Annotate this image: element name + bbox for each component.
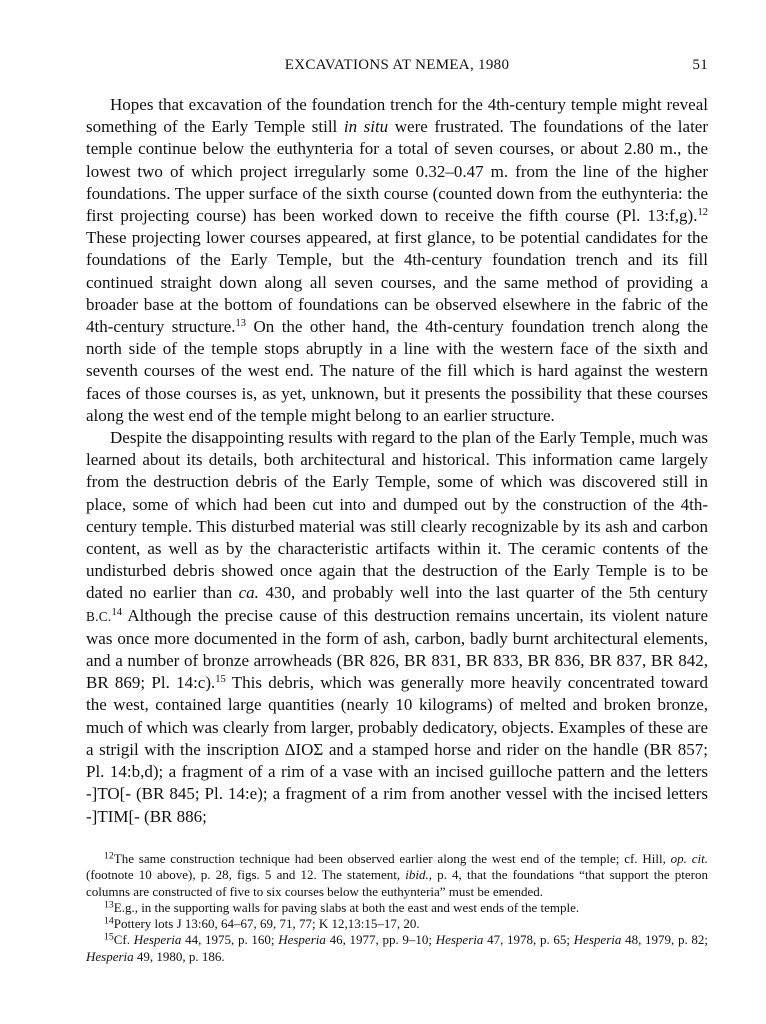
footnotes: [86, 851, 708, 965]
paragraph-2-text: 430, and probably well into the last quarter of the 5th century: [258, 583, 708, 603]
footnote-number: 15: [104, 932, 114, 944]
paragraph-1-text: Hopes that excavation of the foundation trench for the 4th-century temple might reveal something of the Early Temple still: [86, 95, 708, 137]
footnote-text: 49, 1980, p. 186.: [133, 948, 225, 964]
paragraph-2-text: Although the precise cause of this destruction remains uncertain, its violent nature was once more documented in the form of ash, carbon, badly burnt architectural elements, and a number of bronze arrowheads (BR 826, BR 831, BR 833, BR 836, BR 837, BR 842, BR 869; Pl. 14:c).: [86, 605, 708, 693]
footnote-ref-14[interactable]: 14: [111, 606, 123, 618]
footnote-italic: ibid.: [405, 867, 429, 883]
paragraph-1-text: were frustrated. The foundations of the later temple continue below the euthynteria for a total of seven courses, or about 2.80 m., the lowest two of which project irregularly some 0.32–0.47 m. from the line of the higher foundations. The upper surface of the sixth course (counted down from the euthynteria: the first projecting course) has been worked down to receive the fifth course (Pl. 13:f,g).: [86, 117, 708, 226]
paragraph-1-text: On the other hand, the 4th-century foundation trench along the north side of the temple stops abruptly in a line with the western face of the sixth and seventh courses of the west end. The nature of the fill which is hard against the western faces of those courses is, as yet, unknown, but it presents the possibility that these courses along the west end of the temple might belong to an earlier structure.: [86, 317, 708, 425]
footnote-text: 47, 1978, p. 65;: [483, 932, 574, 948]
italic-term: in situ: [343, 117, 389, 137]
footnote-ref-15[interactable]: 15: [215, 674, 226, 686]
footnote-text: 48, 1979, p. 82;: [621, 932, 708, 948]
footnote-14: [86, 916, 708, 932]
footnote-text: Pottery lots J 13:60, 64–67, 69, 71, 77; K 12,13:15–17, 20.: [113, 916, 420, 932]
footnote-text: , p. 4, that the foundations “that support the pteron columns are constructed of five to six courses below the euthynteria” must be emended.: [86, 867, 708, 899]
footnote-ref-12[interactable]: 12: [697, 207, 708, 219]
footnote-italic: Hesperia: [133, 932, 182, 948]
footnote-text: 44, 1975, p. 160;: [181, 932, 279, 948]
footnote-text: 46, 1977, pp. 9–10;: [325, 932, 436, 948]
footnote-text: E.g., in the supporting walls for paving slabs at both the east and west ends of the temple.: [113, 899, 580, 915]
footnote-12: [86, 851, 708, 900]
page-number: 51: [692, 57, 708, 73]
footnote-italic: Hesperia: [278, 932, 326, 948]
footnote-number: 12: [104, 850, 114, 862]
footnote-italic: Hesperia: [86, 948, 134, 964]
body-text: [86, 94, 708, 828]
paragraph-1: [86, 94, 708, 427]
italic-term: ca.: [238, 583, 259, 603]
paragraph-2: [86, 427, 708, 828]
paragraph-2-text: Despite the disappointing results with regard to the plan of the Early Temple, much was learned about its details, both architectural and historical. This information came largely from the destruction debris of the Early Temple, some of which was discovered still in place, some of which had been cut into and dumped out by the construction of the 4th-century temple. This disturbed material was still clearly recognizable by its ash and carbon content, as well as by the characteristic artifacts within it. The ceramic contents of the undisturbed debris showed once again that the destruction of the Early Temple is to be dated no earlier than: [86, 428, 708, 603]
running-title: EXCAVATIONS AT NEMEA, 1980: [284, 57, 510, 73]
footnote-ref-13[interactable]: 13: [235, 318, 247, 330]
paragraph-2-text: This debris, which was generally more heavily concentrated toward the west, contained large quantities (nearly 10 kilograms) of melted and broken bronze, much of which was clearly from larger, probably dedicatory, objects. Examples of these are a strigil with the inscription ΔΙΟΣ and a stamped horse and rider on the handle (BR 857; Pl. 14:b,d); a fragment of a rim of a vase with an incised guilloche pattern and the letters -]TO[- (BR 845; Pl. 14:e); a fragment of a rim from another vessel with the incised letters -]TIM[- (BR 886;: [86, 673, 708, 826]
era-abbreviation: B.C.: [86, 608, 112, 624]
footnote-text: The same construction technique had been observed earlier along the west end of the temple; cf. Hill,: [113, 851, 671, 866]
footnote-number: 14: [104, 915, 114, 927]
footnote-italic: Hesperia: [573, 932, 622, 948]
footnote-13: [86, 900, 708, 916]
paragraph-1-text: These projecting lower courses appeared, at first glance, to be potential candidates for the foundations of the Early Temple, but the 4th-century foundation trench and its fill continued straight down along all seven courses, and the same method of providing a broader base at the bottom of foundations can be observed elsewhere in the fabric of the 4th-century structure.: [86, 228, 708, 337]
footnote-text: (footnote 10 above), p. 28, figs. 5 and 12. The statement,: [86, 867, 406, 883]
running-head: [86, 57, 708, 79]
footnote-number: 13: [104, 899, 114, 911]
footnote-italic: op. cit.: [670, 851, 708, 866]
footnote-text: Cf.: [113, 932, 134, 948]
footnote-15: [86, 932, 708, 965]
footnote-italic: Hesperia: [435, 932, 484, 948]
